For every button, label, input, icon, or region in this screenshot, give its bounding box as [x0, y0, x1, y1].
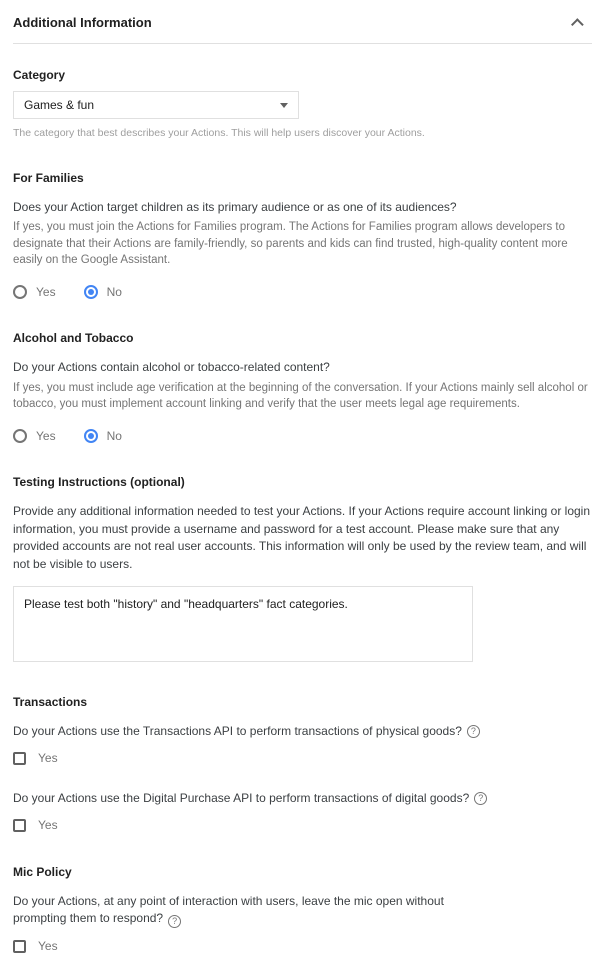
alcohol-tobacco-radio-yes[interactable]: [13, 429, 56, 443]
checkbox-label: Yes: [38, 818, 58, 833]
transactions-question-physical: [13, 723, 592, 740]
checkbox-icon[interactable]: [13, 752, 26, 765]
testing-instructions-heading: Testing Instructions (optional): [13, 475, 185, 490]
question-text: Do your Actions use the Digital Purchase API to perform transactions of digital goods?: [13, 790, 470, 805]
for-families-helper-text: If yes, you must join the Actions for Families program. The Actions for Families program allows developers to designate that their Actions are family-friendly, so parents and kids can find trusted, high-quality content more easily on the Google Assistant.: [13, 221, 568, 266]
checkbox-icon[interactable]: [13, 819, 26, 832]
radio-label: No: [106, 285, 122, 300]
radio-icon[interactable]: [84, 285, 98, 299]
radio-label: Yes: [36, 429, 56, 444]
category-helper-text: The category that best describes your Actions. This will help users discover your Actions.: [13, 127, 425, 139]
transactions-physical-checkbox-row[interactable]: [13, 751, 58, 765]
dropdown-caret-icon: [280, 103, 288, 108]
section-title: Additional Information: [13, 15, 152, 30]
testing-instructions-helper-text: Provide any additional information needed to test your Actions. If your Actions require account linking or login information, you must provide a username and password for a test account. Please make sure that any provided accounts are not real user accounts. This information will only be used by the review team, and will not be visible to users.: [13, 504, 591, 571]
help-icon[interactable]: ?: [474, 792, 487, 805]
radio-label: No: [106, 429, 122, 444]
for-families-radio-no[interactable]: [84, 285, 122, 299]
help-icon[interactable]: ?: [467, 725, 480, 738]
mic-policy-question: [13, 893, 483, 928]
category-dropdown[interactable]: [13, 91, 299, 119]
mic-policy-checkbox-row[interactable]: [13, 939, 58, 953]
checkbox-label: Yes: [38, 751, 58, 766]
radio-icon[interactable]: [13, 285, 27, 299]
transactions-question-digital: [13, 790, 592, 807]
alcohol-tobacco-radio-no[interactable]: [84, 429, 122, 443]
for-families-radio-yes[interactable]: [13, 285, 56, 299]
checkbox-icon[interactable]: [13, 940, 26, 953]
transactions-heading: Transactions: [13, 694, 88, 709]
for-families-radio-group: [13, 285, 592, 299]
radio-icon[interactable]: [84, 429, 98, 443]
alcohol-tobacco-radio-group: [13, 429, 592, 443]
question-text: Do your Actions use the Transactions API to perform transactions of physical goods?: [13, 723, 462, 738]
section-header: [13, 0, 592, 44]
alcohol-tobacco-helper-text: If yes, you must include age verification at the beginning of the conversation. If your Actions mainly sell alcohol or tobacco, you must implement account linking and verify that the user meets legal age requirements.: [13, 381, 588, 410]
category-dropdown-value: Games & fun: [24, 98, 95, 112]
alcohol-tobacco-question: Do your Actions contain alcohol or tobacco-related content?: [13, 360, 330, 375]
testing-instructions-input[interactable]: [13, 586, 473, 662]
checkbox-label: Yes: [38, 939, 58, 954]
radio-icon[interactable]: [13, 429, 27, 443]
category-label: Category: [13, 68, 66, 82]
for-families-heading: For Families: [13, 170, 84, 185]
radio-label: Yes: [36, 285, 56, 300]
transactions-digital-checkbox-row[interactable]: [13, 818, 58, 832]
alcohol-tobacco-heading: Alcohol and Tobacco: [13, 331, 134, 346]
help-icon[interactable]: ?: [168, 915, 181, 928]
collapse-chevron-icon[interactable]: [571, 18, 584, 31]
question-text: Do your Actions, at any point of interaction with users, leave the mic open without prompting them to respond?: [13, 893, 444, 926]
for-families-question: Does your Action target children as its primary audience or as one of its audiences?: [13, 199, 457, 214]
mic-policy-heading: Mic Policy: [13, 864, 72, 879]
